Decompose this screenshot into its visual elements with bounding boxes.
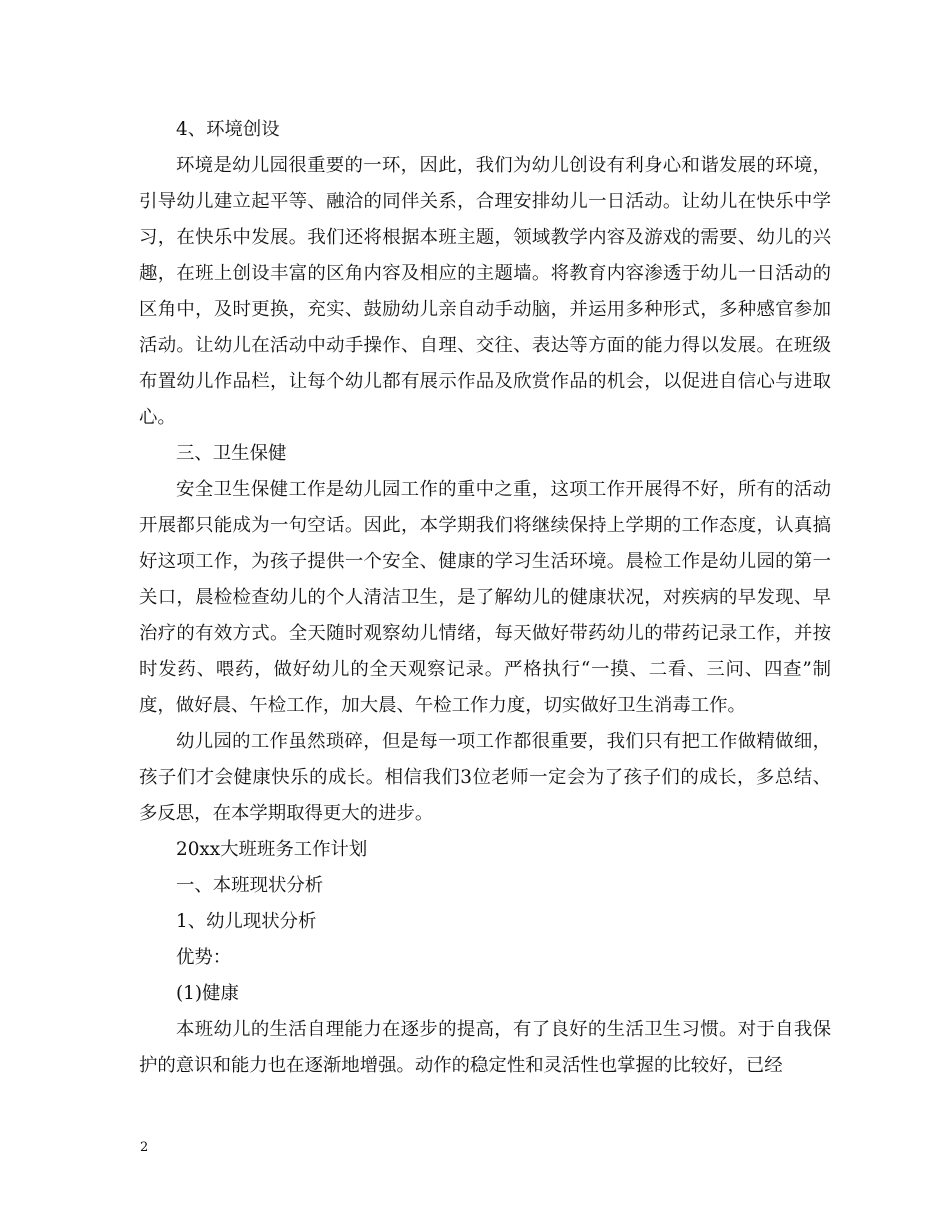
heading-advantages: 优势： xyxy=(176,947,232,968)
heading-health: (1)健康 xyxy=(176,983,239,1004)
heading-plan-title: 20xx大班班务工作计划 xyxy=(176,839,368,860)
paragraph-health-detail: 本班幼儿的生活自理能力在逐步的提高，有了良好的生活卫生习惯。对于自我保护的意识和能力也在逐渐地增强。动作的稳定性和灵活性也掌握的比较好，已经 xyxy=(139,1019,831,1076)
paragraph-environment: 环境是幼儿园很重要的一环，因此，我们为幼儿创设有利身心和谐发展的环境，引导幼儿建立起平等、融洽的同伴关系，合理安排幼儿一日活动。让幼儿在快乐中学习，在快乐中发展。我们还将根据本班主题，领域教学内容及游戏的需要、幼儿的兴趣，在班上创设丰富的区角内容及相应的主题墙。将教育内容渗透于幼儿一日活动的区角中，及时更换，充实、鼓励幼儿亲自动手动脑，并运用多种形式，多种感官参加活动。让幼儿在活动中动手操作、自理、交往、表达等方面的能力得以发展。在班级布置幼儿作品栏，让每个幼儿都有展示作品及欣赏作品的机会，以促进自信心与进取心。 xyxy=(139,155,831,428)
heading-environment-setup: 4、环境创设 xyxy=(176,119,280,140)
paragraph-conclusion: 幼儿园的工作虽然琐碎，但是每一项工作都很重要，我们只有把工作做精做细，孩子们才会健康快乐的成长。相信我们3位老师一定会为了孩子们的成长，多总结、多反思，在本学期取得更大的进步。 xyxy=(139,731,831,824)
heading-health-care: 三、卫生保健 xyxy=(176,443,287,464)
document-body xyxy=(139,112,831,1084)
heading-children-analysis: 1、幼儿现状分析 xyxy=(176,911,317,932)
heading-class-analysis: 一、本班现状分析 xyxy=(176,875,324,896)
paragraph-health-care: 安全卫生保健工作是幼儿园工作的重中之重，这项工作开展得不好，所有的活动开展都只能成为一句空话。因此，本学期我们将继续保持上学期的工作态度，认真搞好这项工作，为孩子提供一个安全、健康的学习生活环境。晨检工作是幼儿园的第一关口，晨检检查幼儿的个人清洁卫生，是了解幼儿的健康状况，对疾病的早发现、早治疗的有效方式。全天随时观察幼儿情绪，每天做好带药幼儿的带药记录工作，并按时发药、喂药，做好幼儿的全天观察记录。严格执行“一摸、二看、三问、四查”制度，做好晨、午检工作，加大晨、午检工作力度，切实做好卫生消毒工作。 xyxy=(139,479,831,716)
page-number: 2 xyxy=(140,1140,149,1155)
